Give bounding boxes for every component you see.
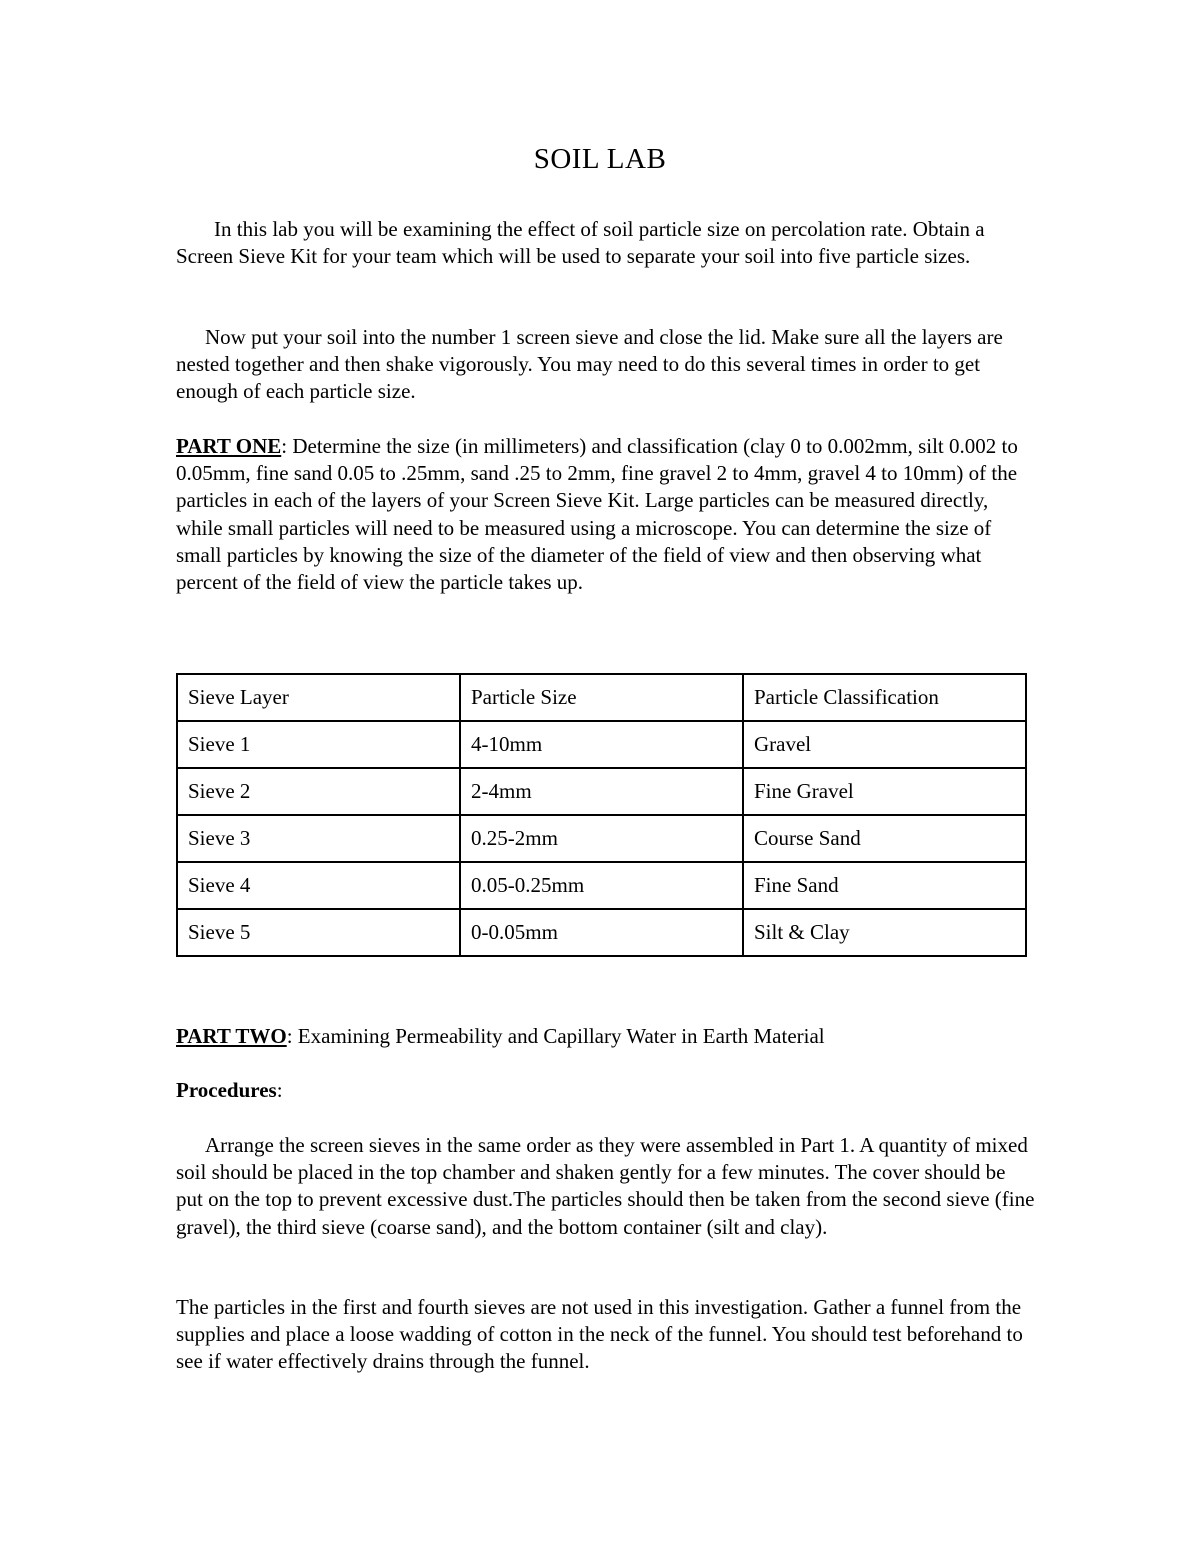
procedure-paragraph-1: Arrange the screen sieves in the same order as they were assembled in Part 1. A quantity of mixed soil should be placed in the top chamber and shaken gently for a few minutes. The cover should be put on the top to prevent excessive dust.The particles should then be taken from the second sieve (fine gravel), the third sieve (coarse sand), and the bottom container (silt and clay). bbox=[176, 1133, 1035, 1239]
part-one-heading: PART ONE bbox=[176, 434, 282, 458]
part-two-colon: : bbox=[286, 1024, 293, 1048]
table-header-cell: Particle Classification bbox=[743, 674, 1026, 721]
sieve-table bbox=[176, 673, 1027, 957]
table-cell: Silt & Clay bbox=[743, 909, 1026, 956]
table-header-cell: Sieve Layer bbox=[177, 674, 460, 721]
table-cell: 0.05-0.25mm bbox=[460, 862, 743, 909]
table-row bbox=[177, 721, 1026, 768]
part-one-colon: : bbox=[281, 434, 288, 458]
table-row bbox=[177, 768, 1026, 815]
intro-paragraph: In this lab you will be examining the effect of soil particle size on percolation rate. Obtain a Screen Sieve Kit for your team which will be used to separate your soil into five particle sizes. bbox=[176, 217, 985, 269]
table-cell: Sieve 4 bbox=[177, 862, 460, 909]
procedure-paragraph-2: The particles in the first and fourth sieves are not used in this investigation. Gather a funnel from the supplies and place a loose wadding of cotton in the neck of the funnel. You should test beforehand to see if water effectively drains through the funnel. bbox=[176, 1295, 1023, 1374]
table-cell: 0.25-2mm bbox=[460, 815, 743, 862]
table-cell: 4-10mm bbox=[460, 721, 743, 768]
table-header-cell: Particle Size bbox=[460, 674, 743, 721]
table-cell: 0-0.05mm bbox=[460, 909, 743, 956]
part-one-paragraph bbox=[176, 433, 1036, 596]
procedures-colon: : bbox=[276, 1078, 283, 1102]
table-cell: Fine Sand bbox=[743, 862, 1026, 909]
instructions-paragraph: Now put your soil into the number 1 screen sieve and close the lid. Make sure all the layers are nested together and then shake vigorously. You may need to do this several times in order to get enough of each particle size. bbox=[176, 325, 1003, 404]
table-header-row bbox=[177, 674, 1026, 721]
page-title: SOIL LAB bbox=[533, 143, 667, 175]
procedures-heading-line bbox=[176, 1077, 1036, 1104]
table-row bbox=[177, 815, 1026, 862]
table-cell: 2-4mm bbox=[460, 768, 743, 815]
table-cell: Sieve 1 bbox=[177, 721, 460, 768]
table-cell: Gravel bbox=[743, 721, 1026, 768]
table-cell: Fine Gravel bbox=[743, 768, 1026, 815]
table-cell: Sieve 2 bbox=[177, 768, 460, 815]
part-two-paragraph bbox=[176, 1023, 1036, 1050]
table-row bbox=[177, 862, 1026, 909]
part-two-heading: PART TWO bbox=[176, 1024, 287, 1048]
table-cell: Sieve 3 bbox=[177, 815, 460, 862]
procedures-heading: Procedures bbox=[176, 1078, 277, 1102]
table-cell: Sieve 5 bbox=[177, 909, 460, 956]
table-cell: Course Sand bbox=[743, 815, 1026, 862]
table-row bbox=[177, 909, 1026, 956]
part-one-text: Determine the size (in millimeters) and classification (clay 0 to 0.002mm, silt 0.002 to 0.05mm, fine sand 0.05 to .25mm, sand .25 to 2mm, fine gravel 2 to 4mm, gravel 4 to 10mm) of the particles in each of the layers of your Screen Sieve Kit. Large particles can be measured directly, while small particles will need to be measured using a microscope. You can determine the size of small particles by knowing the size of the diameter of the field of view and then observing what percent of the field of view the particle takes up. bbox=[176, 434, 1018, 595]
part-two-text: Examining Permeability and Capillary Water in Earth Material bbox=[292, 1024, 825, 1048]
